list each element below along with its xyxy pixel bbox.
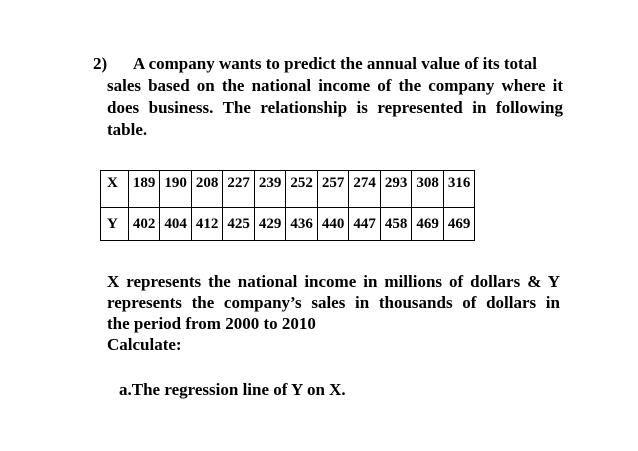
table-cell: 189 <box>128 171 160 208</box>
question-line-1: A company wants to predict the annual value of its total <box>133 54 537 73</box>
table-cell: 274 <box>349 171 381 208</box>
table-cell: 447 <box>349 208 381 241</box>
table-cell: 404 <box>160 208 192 241</box>
description-text <box>107 271 560 355</box>
table-cell: 239 <box>254 171 286 208</box>
table-row-x <box>101 171 475 208</box>
table-cell: 257 <box>317 171 349 208</box>
question-line-3: does business. The relationship is represented in following <box>107 98 563 117</box>
table-cell: 440 <box>317 208 349 241</box>
row-label-x: X <box>101 171 129 208</box>
description-line-3: the period from 2000 to 2010 <box>107 314 316 333</box>
row-label-y: Y <box>101 208 129 241</box>
data-table <box>100 170 475 241</box>
table-cell: 190 <box>160 171 192 208</box>
table-cell: 227 <box>223 171 255 208</box>
table-cell: 208 <box>191 171 223 208</box>
table-cell: 293 <box>380 171 412 208</box>
table-cell: 469 <box>412 208 444 241</box>
description-line-2: represents the company’s sales in thousands of dollars in <box>107 293 560 312</box>
question-text <box>93 53 563 141</box>
question-line-4: table. <box>107 120 148 139</box>
table-cell: 412 <box>191 208 223 241</box>
part-a-text: a.The regression line of Y on X. <box>119 380 346 399</box>
description-line-1: X represents the national income in millions of dollars & Y <box>107 272 560 291</box>
calculate-label: Calculate: <box>107 335 182 354</box>
table-cell: 402 <box>128 208 160 241</box>
table-cell: 425 <box>223 208 255 241</box>
table-cell: 458 <box>380 208 412 241</box>
table-cell: 316 <box>443 171 475 208</box>
table-cell: 429 <box>254 208 286 241</box>
table-cell: 252 <box>286 171 318 208</box>
table-cell: 469 <box>443 208 475 241</box>
table-row-y <box>101 208 475 241</box>
table-cell: 308 <box>412 171 444 208</box>
question-number: 2) <box>93 54 108 73</box>
table-cell: 436 <box>286 208 318 241</box>
question-line-2: sales based on the national income of the company where it <box>107 76 563 95</box>
